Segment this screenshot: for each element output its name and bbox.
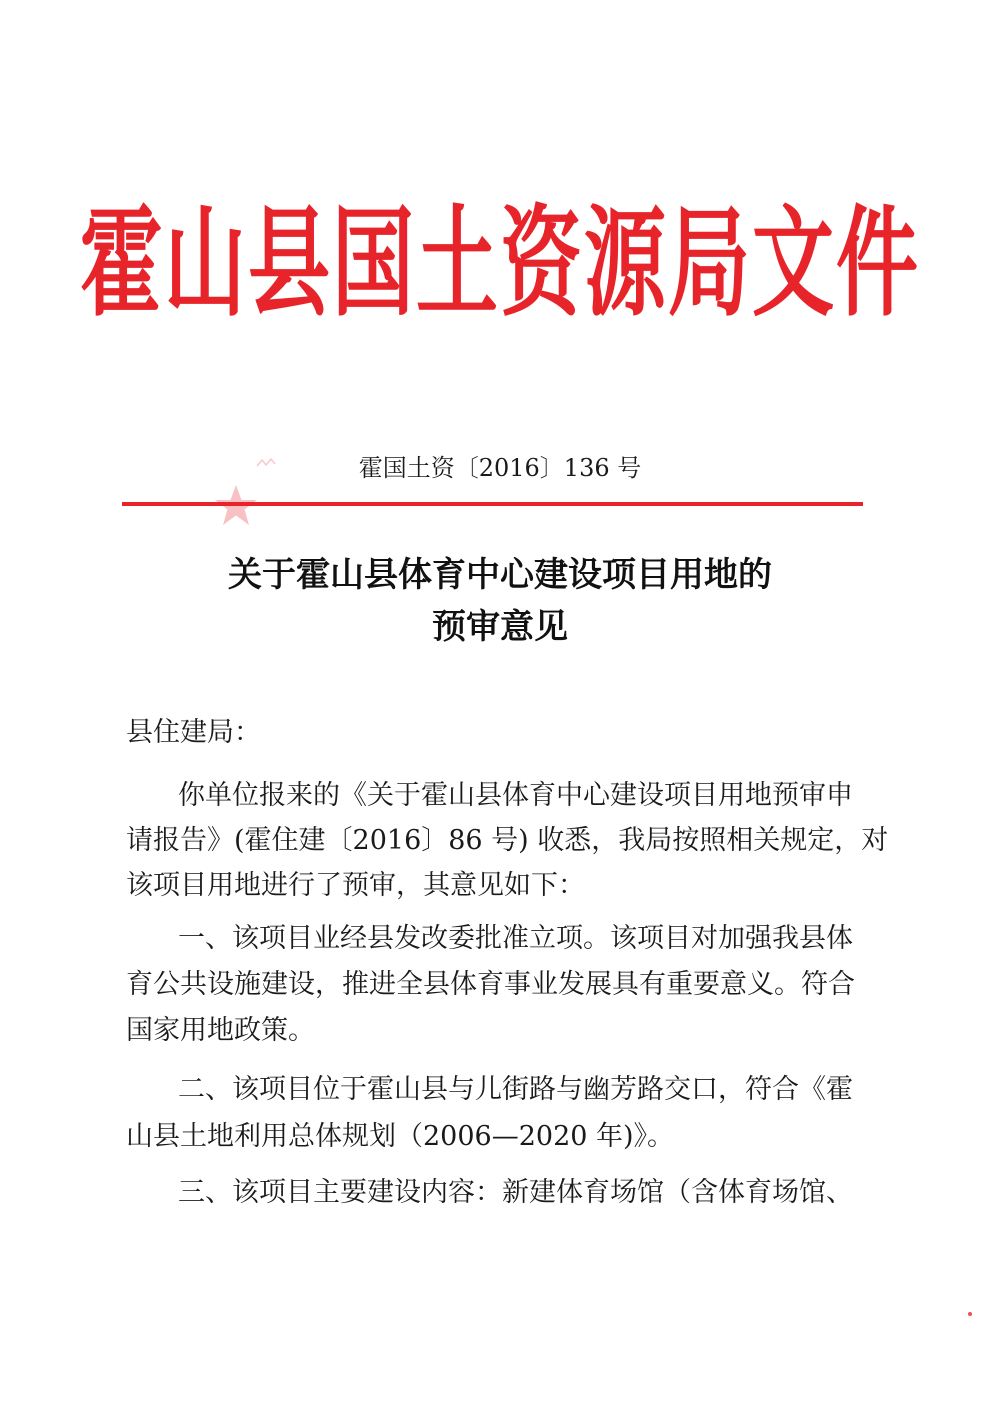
document-title-line2: 预审意见 bbox=[432, 607, 568, 647]
paragraph-line: 你单位报来的《关于霍山县体育中心建设项目用地预审申 bbox=[178, 780, 853, 811]
faint-stamp-mark-icon bbox=[256, 458, 276, 468]
paragraph-line: 山县土地利用总体规划（2006—2020 年)》。 bbox=[126, 1121, 675, 1152]
paragraph-line: 该项目用地进行了预审，其意见如下： bbox=[126, 870, 585, 901]
masthead-title: 霍山县国土资源局文件 bbox=[79, 195, 920, 334]
red-divider-rule bbox=[122, 502, 863, 506]
paragraph-line: 二、该项目位于霍山县与儿街路与幽芳路交口，符合《霍 bbox=[178, 1074, 853, 1105]
paragraph-line: 国家用地政策。 bbox=[126, 1015, 315, 1046]
document-title-line1: 关于霍山县体育中心建设项目用地的 bbox=[228, 555, 772, 595]
paragraph-line: 三、该项目主要建设内容：新建体育场馆（含体育场馆、 bbox=[178, 1177, 853, 1208]
scan-red-speck bbox=[968, 1312, 972, 1316]
salutation: 县住建局： bbox=[126, 717, 261, 748]
document-number: 霍国土资〔2016〕136 号 bbox=[358, 454, 642, 482]
star-stamp-icon bbox=[212, 482, 260, 530]
paragraph-line: 请报告》(霍住建〔2016〕86 号) 收悉，我局按照相关规定，对 bbox=[126, 825, 889, 856]
paragraph-line: 育公共设施建设，推进全县体育事业发展具有重要意义。符合 bbox=[126, 969, 855, 1000]
paragraph-line: 一、该项目业经县发改委批准立项。该项目对加强我县体 bbox=[178, 923, 853, 954]
